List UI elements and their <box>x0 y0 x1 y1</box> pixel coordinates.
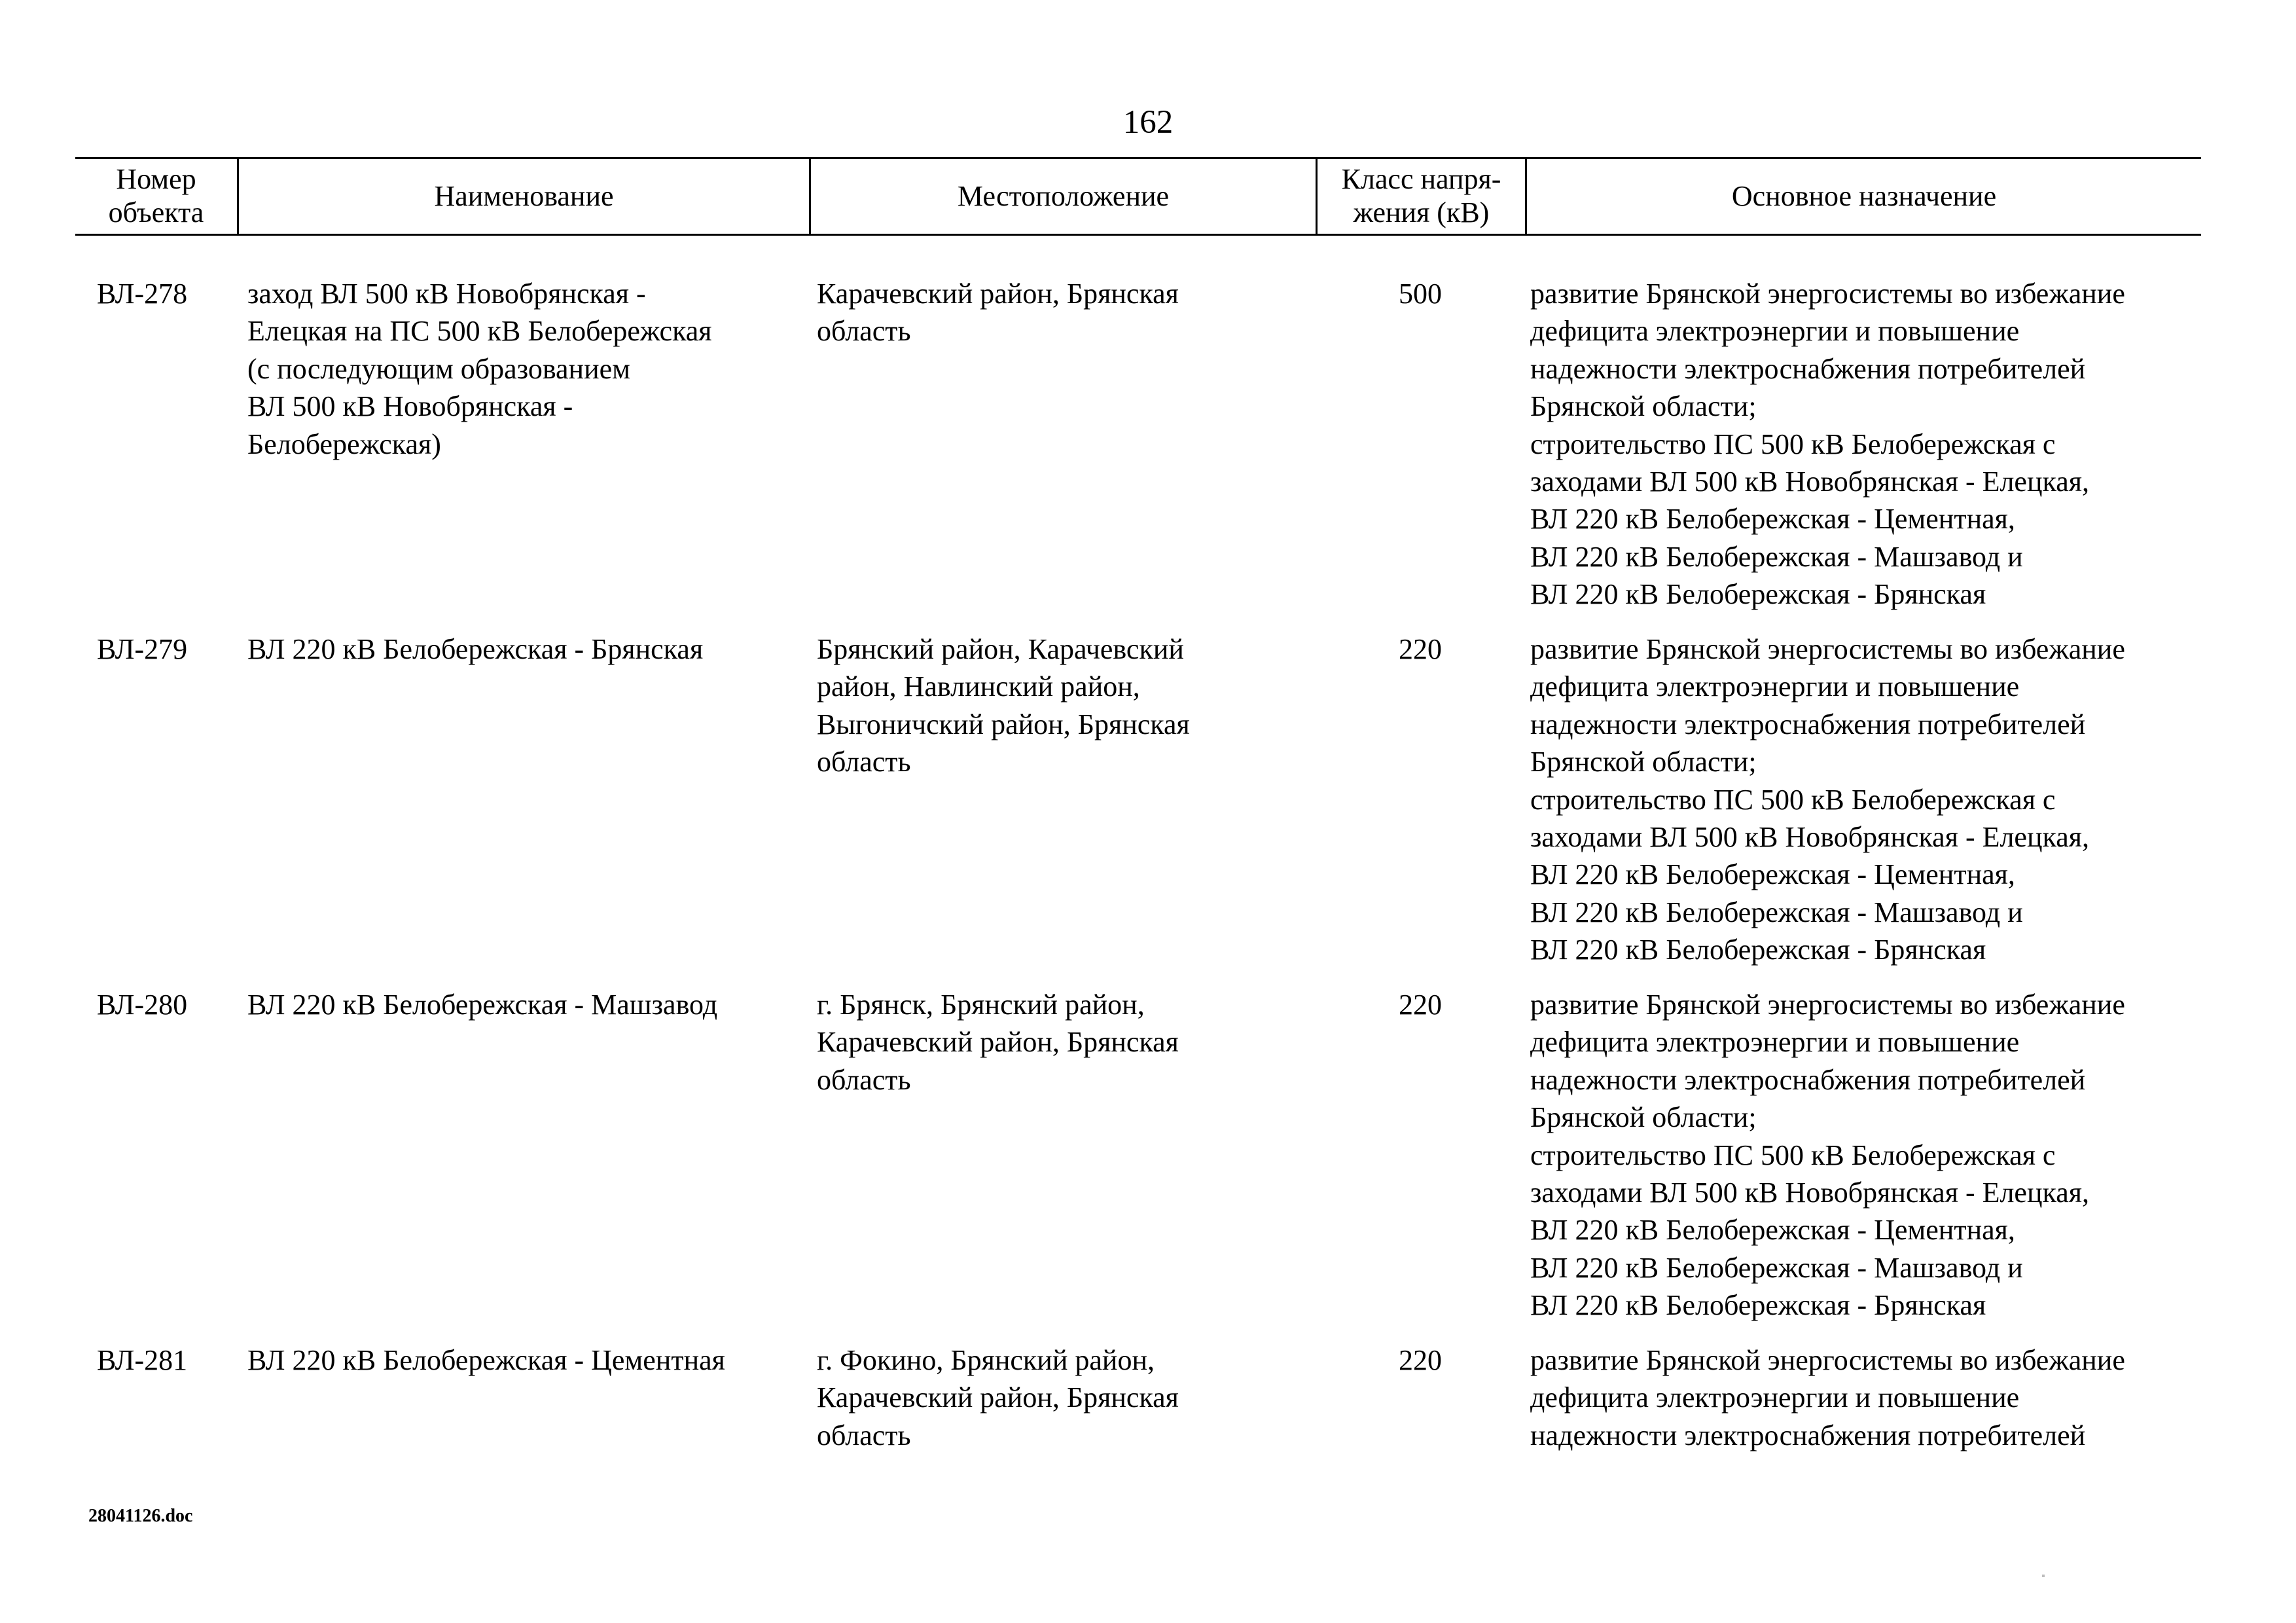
object-name: ВЛ 220 кВ Белобережская - Цементная <box>247 1344 725 1376</box>
object-name: заход ВЛ 500 кВ Новобрянская - Елецкая на ПС 500 кВ Белобережская (с последующим образованием ВЛ 500 кВ Новобрянская - Белобережская) <box>247 278 712 460</box>
header-location: Местоположение <box>957 179 1170 212</box>
object-purpose: развитие Брянской энергосистемы во избежание дефицита электроэнергии и повышение надежности электроснабжения потребителей <box>1530 1344 2125 1451</box>
object-purpose: развитие Брянской энергосистемы во избежание дефицита электроэнергии и повышение надежности электроснабжения потребителей Брянской области; строительство ПС 500 кВ Белобережская с заходами ВЛ 500 кВ Новобрянская - Елецкая, ВЛ 220 кВ Белобережская - Цементная, ВЛ 220 кВ Белобережская - Машзавод и ВЛ 220 кВ Белобережская - Брянская <box>1530 278 2125 611</box>
page-number: 162 <box>1122 104 1174 141</box>
footer-filename: 28041126.doc <box>88 1506 193 1526</box>
object-voltage: 220 <box>1399 633 1442 665</box>
object-number: ВЛ-281 <box>97 1344 188 1376</box>
object-voltage: 500 <box>1399 278 1442 310</box>
header-voltage: Класс напря- жения (кВ) <box>1341 163 1501 228</box>
object-name: ВЛ 220 кВ Белобережская - Машзавод <box>247 989 718 1021</box>
scan-speck <box>2042 1575 2045 1577</box>
object-location: г. Фокино, Брянский район, Карачевский район, Брянская область <box>817 1344 1179 1451</box>
object-name: ВЛ 220 кВ Белобережская - Брянская <box>247 633 704 665</box>
header-number: Номер объекта <box>108 163 204 228</box>
object-location: Карачевский район, Брянская область <box>817 278 1179 348</box>
object-location: Брянский район, Карачевский район, Навлинский район, Выгоничский район, Брянская область <box>817 633 1190 778</box>
object-purpose: развитие Брянской энергосистемы во избежание дефицита электроэнергии и повышение надежности электроснабжения потребителей Брянской области; строительство ПС 500 кВ Белобережская с заходами ВЛ 500 кВ Новобрянская - Елецкая, ВЛ 220 кВ Белобережская - Цементная, ВЛ 220 кВ Белобережская - Машзавод и ВЛ 220 кВ Белобережская - Брянская <box>1530 633 2125 966</box>
table-header-bottom-rule <box>75 234 2201 236</box>
header-name: Наименование <box>434 179 614 212</box>
header-purpose: Основное назначение <box>1731 179 1997 212</box>
object-voltage: 220 <box>1399 1344 1442 1376</box>
object-location: г. Брянск, Брянский район, Карачевский район, Брянская область <box>817 989 1179 1096</box>
object-number: ВЛ-280 <box>97 989 188 1021</box>
object-number: ВЛ-278 <box>97 278 188 310</box>
object-purpose: развитие Брянской энергосистемы во избежание дефицита электроэнергии и повышение надежности электроснабжения потребителей Брянской области; строительство ПС 500 кВ Белобережская с заходами ВЛ 500 кВ Новобрянская - Елецкая, ВЛ 220 кВ Белобережская - Цементная, ВЛ 220 кВ Белобережская - Машзавод и ВЛ 220 кВ Белобережская - Брянская <box>1530 989 2125 1322</box>
object-voltage: 220 <box>1399 989 1442 1021</box>
object-number: ВЛ-279 <box>97 633 188 665</box>
